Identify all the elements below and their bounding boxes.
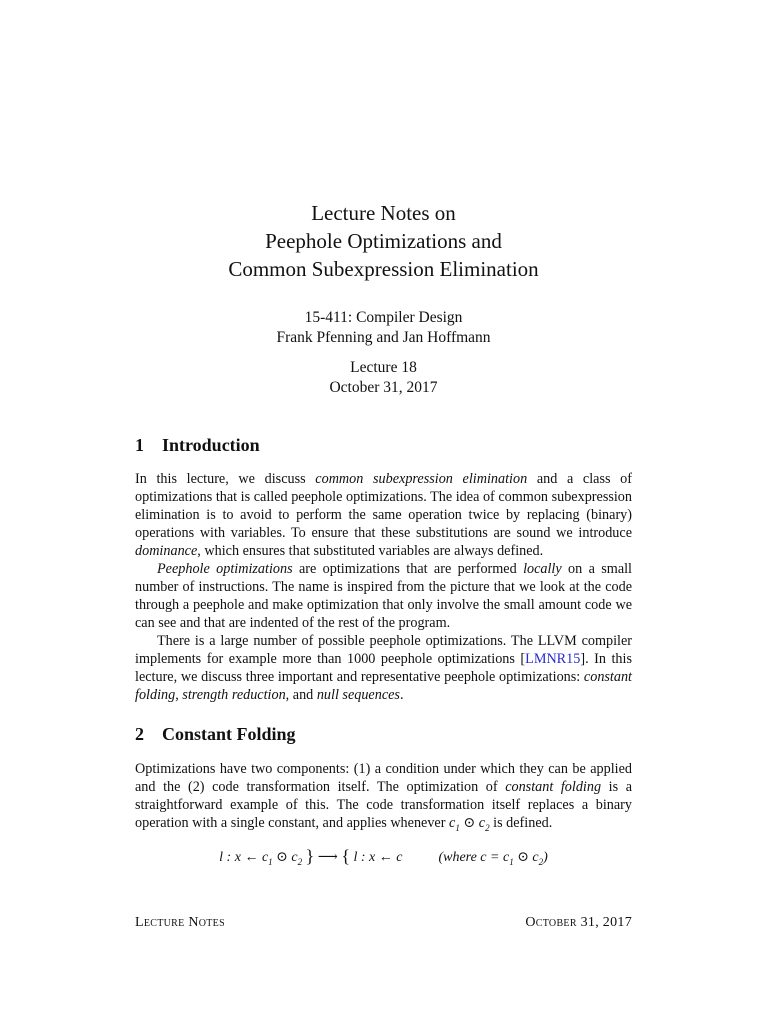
inline-math: $c_1$ ⊙ $c_2$ — [449, 815, 490, 833]
emphasis: null sequences — [316, 687, 400, 703]
section-number: 1 — [135, 435, 144, 455]
title-line-3: Common Subexpression Elimination — [228, 257, 539, 281]
rule-side-condition: (where $c = c_1$ ⊙ $c_2$) — [438, 850, 548, 867]
constant-folding-rule — [135, 846, 632, 867]
title-line-2: Peephole Optimizations and — [265, 229, 502, 253]
side-condition-text: (where c = c — [438, 850, 510, 865]
constant-folding-body — [135, 760, 632, 837]
text-run: , and — [285, 687, 317, 703]
paragraph — [135, 470, 632, 560]
paragraph — [135, 560, 632, 632]
emphasis: constant folding — [135, 669, 632, 703]
emphasis: dominance — [135, 543, 198, 559]
rule-expression: l : x ← $c_1$ ⊙ $c_2$ } ⟶ { l : x ← c — [219, 846, 403, 867]
text-run: . — [399, 687, 404, 703]
emphasis: Peephole optimizations — [157, 561, 293, 577]
text-run: , which ensures that substituted variables are always defined. — [197, 543, 544, 559]
section-title: Introduction — [162, 435, 260, 455]
lecture-info — [135, 358, 632, 398]
title-line-1: Lecture Notes on — [311, 201, 456, 225]
text-run: on a small number of instructions. The name is inspired from the picture that we look at the code through a peephole and make optimization that only involve the small amount code we can see and that are indented of the rest of the program. — [135, 561, 632, 631]
paragraph — [135, 632, 632, 704]
paper-title — [135, 199, 632, 283]
text-run: is defined. — [489, 815, 553, 831]
course-name: 15-411: Compiler Design — [304, 309, 463, 326]
text-run: In this lecture, we discuss — [135, 471, 316, 487]
text-run: , — [175, 687, 183, 703]
text-run: and a class of optimizations that is called peephole optimizations. The idea of common subexpression elimination is to avoid to perform the same operation twice by replacing (binary) operations with variables. To ensure that these substitutions are sound we introduce — [135, 471, 632, 541]
emphasis: locally — [523, 561, 562, 577]
section-heading-constant-folding — [135, 724, 296, 745]
text-run: are optimizations that are performed — [292, 561, 524, 577]
text-run: ]. In this lecture, we discuss three important and representative peephole optimizations: — [135, 651, 632, 685]
introduction-body — [135, 470, 632, 704]
citation-link[interactable]: LMNR15 — [525, 651, 581, 667]
footer-right: October 31, 2017 — [525, 915, 632, 930]
section-heading-introduction — [135, 435, 260, 456]
emphasis: strength reduction — [182, 687, 286, 703]
text-run: Optimizations have two components: (1) a condition under which they can be applied and the (2) code transformation itself. The optimization of — [135, 761, 632, 795]
section-number: 2 — [135, 724, 144, 744]
text-run: is a straightforward example of this. The code transformation itself replaces a binary operation with a single constant, and applies whenever — [135, 779, 632, 831]
paragraph — [135, 760, 632, 837]
text-run: There is a large number of possible peephole optimizations. The LLVM compiler implements for example more than 1000 peephole optimizations [ — [135, 633, 632, 667]
emphasis: common subexpression elimination — [315, 471, 528, 487]
course-authors — [135, 308, 632, 348]
side-condition-close: ) — [543, 850, 548, 865]
section-title: Constant Folding — [162, 724, 296, 744]
authors: Frank Pfenning and Jan Hoffmann — [276, 329, 491, 346]
footer-left: Lecture Notes — [135, 915, 225, 930]
lecture-number: Lecture 18 — [350, 359, 417, 376]
lecture-date: October 31, 2017 — [329, 379, 438, 396]
emphasis: constant folding — [505, 779, 602, 795]
